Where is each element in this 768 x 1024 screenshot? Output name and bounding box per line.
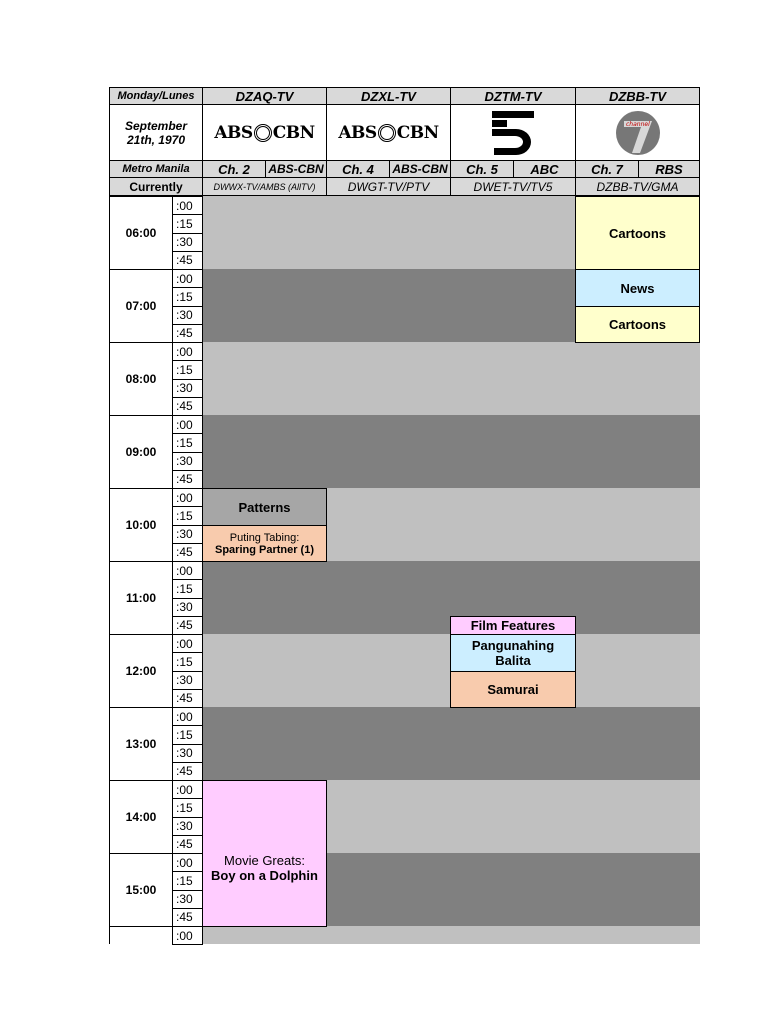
program-title: Samurai [487,682,539,697]
program-title: Cartoons [608,225,667,241]
program-cartoons-2[interactable] [575,306,700,343]
hour-label: 14:00 [109,780,173,854]
hour-label: 15:00 [109,853,173,927]
minute-label: :30 [172,306,203,325]
logo-ch2 [202,104,327,161]
program-puting-tabing[interactable] [202,525,327,562]
network-ch4: ABS-CBN [389,160,451,178]
hour-label: 06:00 [109,196,173,270]
network-ch2: ABS-CBN [265,160,327,178]
current-ch2: DWWX-TV/AMBS (AllTV) [202,177,327,196]
callsign-ch7: DZBB-TV [575,87,700,105]
abs-cbn-logo-icon: ABS CBN [338,122,439,143]
minute-label: :00 [172,780,203,799]
hour-label: 10:00 [109,488,173,562]
minute-label: :15 [172,287,203,306]
logo-ch4 [326,104,451,161]
minute-label: :45 [172,689,203,708]
network-ch7: RBS [638,160,700,178]
off-air-band-16 [202,926,700,944]
program-film-features[interactable] [450,616,576,635]
minute-label: :15 [172,652,203,671]
hour-stub [109,926,173,944]
minute-label: :30 [172,452,203,471]
date-label: September 21th, 1970 [109,104,203,161]
minute-label: :15 [172,360,203,379]
minute-label: :00 [172,707,203,726]
program-title: Sparing Partner (1) [214,543,315,556]
minute-label: :15 [172,506,203,525]
program-series: Movie Greats: [224,852,305,868]
program-title: Boy on a Dolphin [211,867,318,883]
minute-label: :15 [172,214,203,233]
minute-label: :00 [172,196,203,215]
minute-label: :15 [172,871,203,890]
minute-label: :45 [172,397,203,416]
minute-label: :15 [172,433,203,452]
program-title: Pangunahing Balita [471,638,555,668]
hour-label: 11:00 [109,561,173,635]
program-news[interactable] [575,269,700,307]
program-pangunahing-balita[interactable] [450,634,576,672]
minute-label: :30 [172,744,203,763]
program-title: News [620,280,655,296]
logo-ch5 [450,104,576,161]
network-ch5: ABC [513,160,576,178]
day-label: Monday/Lunes [109,87,203,105]
minute-label: :30 [172,817,203,836]
callsign-ch4: DZXL-TV [326,87,451,105]
minute-label: :00 [172,342,203,361]
hour-label: 07:00 [109,269,173,343]
program-patterns[interactable] [202,488,327,526]
program-samurai[interactable] [450,671,576,708]
program-movie-greats[interactable] [202,780,327,927]
program-title: Patterns [238,499,291,515]
minute-label: :00 [172,634,203,653]
currently-label: Currently [109,177,203,196]
svg-text:channel: channel [625,120,650,128]
minute-label: :15 [172,798,203,817]
hour-label: 13:00 [109,707,173,781]
hour-label: 09:00 [109,415,173,489]
channel-ch5: Ch. 5 [450,160,514,178]
minute-label: :30 [172,379,203,398]
current-ch5: DWET-TV/TV5 [450,177,576,196]
minute-label: :45 [172,835,203,854]
minute-label: :00 [172,488,203,507]
minute-label: :00 [172,853,203,872]
minute-label: :15 [172,579,203,598]
channel-ch2: Ch. 2 [202,160,266,178]
callsign-ch5: DZTM-TV [450,87,576,105]
hour-label: 08:00 [109,342,173,416]
logo-ch7 [575,104,700,161]
off-air-band-13 [202,707,700,781]
minute-label: :00 [172,269,203,288]
minute-label: :45 [172,616,203,635]
channel-5-logo-icon [488,108,538,158]
channel-ch4: Ch. 4 [326,160,390,178]
off-air-band-09 [202,415,700,489]
off-air-band-08 [202,342,700,416]
program-series: Puting Tabing: [229,531,300,544]
minute-label: :00 [172,926,203,945]
minute-label: :30 [172,525,203,544]
minute-label: :00 [172,561,203,580]
minute-label: :15 [172,725,203,744]
minute-label: :30 [172,671,203,690]
channel-ch7: Ch. 7 [575,160,639,178]
hour-label: 12:00 [109,634,173,708]
minute-label: :30 [172,598,203,617]
callsign-ch2: DZAQ-TV [202,87,327,105]
program-cartoons-1[interactable] [575,196,700,270]
region-label: Metro Manila [109,160,203,178]
minute-label: :45 [172,762,203,781]
minute-label: :45 [172,251,203,270]
minute-label: :45 [172,324,203,343]
channel-7-logo-icon [612,109,664,157]
minute-label: :45 [172,543,203,562]
abs-cbn-logo-icon: ABS CBN [214,122,315,143]
minute-label: :30 [172,890,203,909]
program-title: Cartoons [608,317,667,332]
schedule-header [109,87,700,197]
current-ch7: DZBB-TV/GMA [575,177,700,196]
minute-label: :45 [172,470,203,489]
minute-label: :30 [172,233,203,252]
current-ch4: DWGT-TV/PTV [326,177,451,196]
minute-label: :45 [172,908,203,927]
minute-label: :00 [172,415,203,434]
program-title: Film Features [470,618,556,633]
